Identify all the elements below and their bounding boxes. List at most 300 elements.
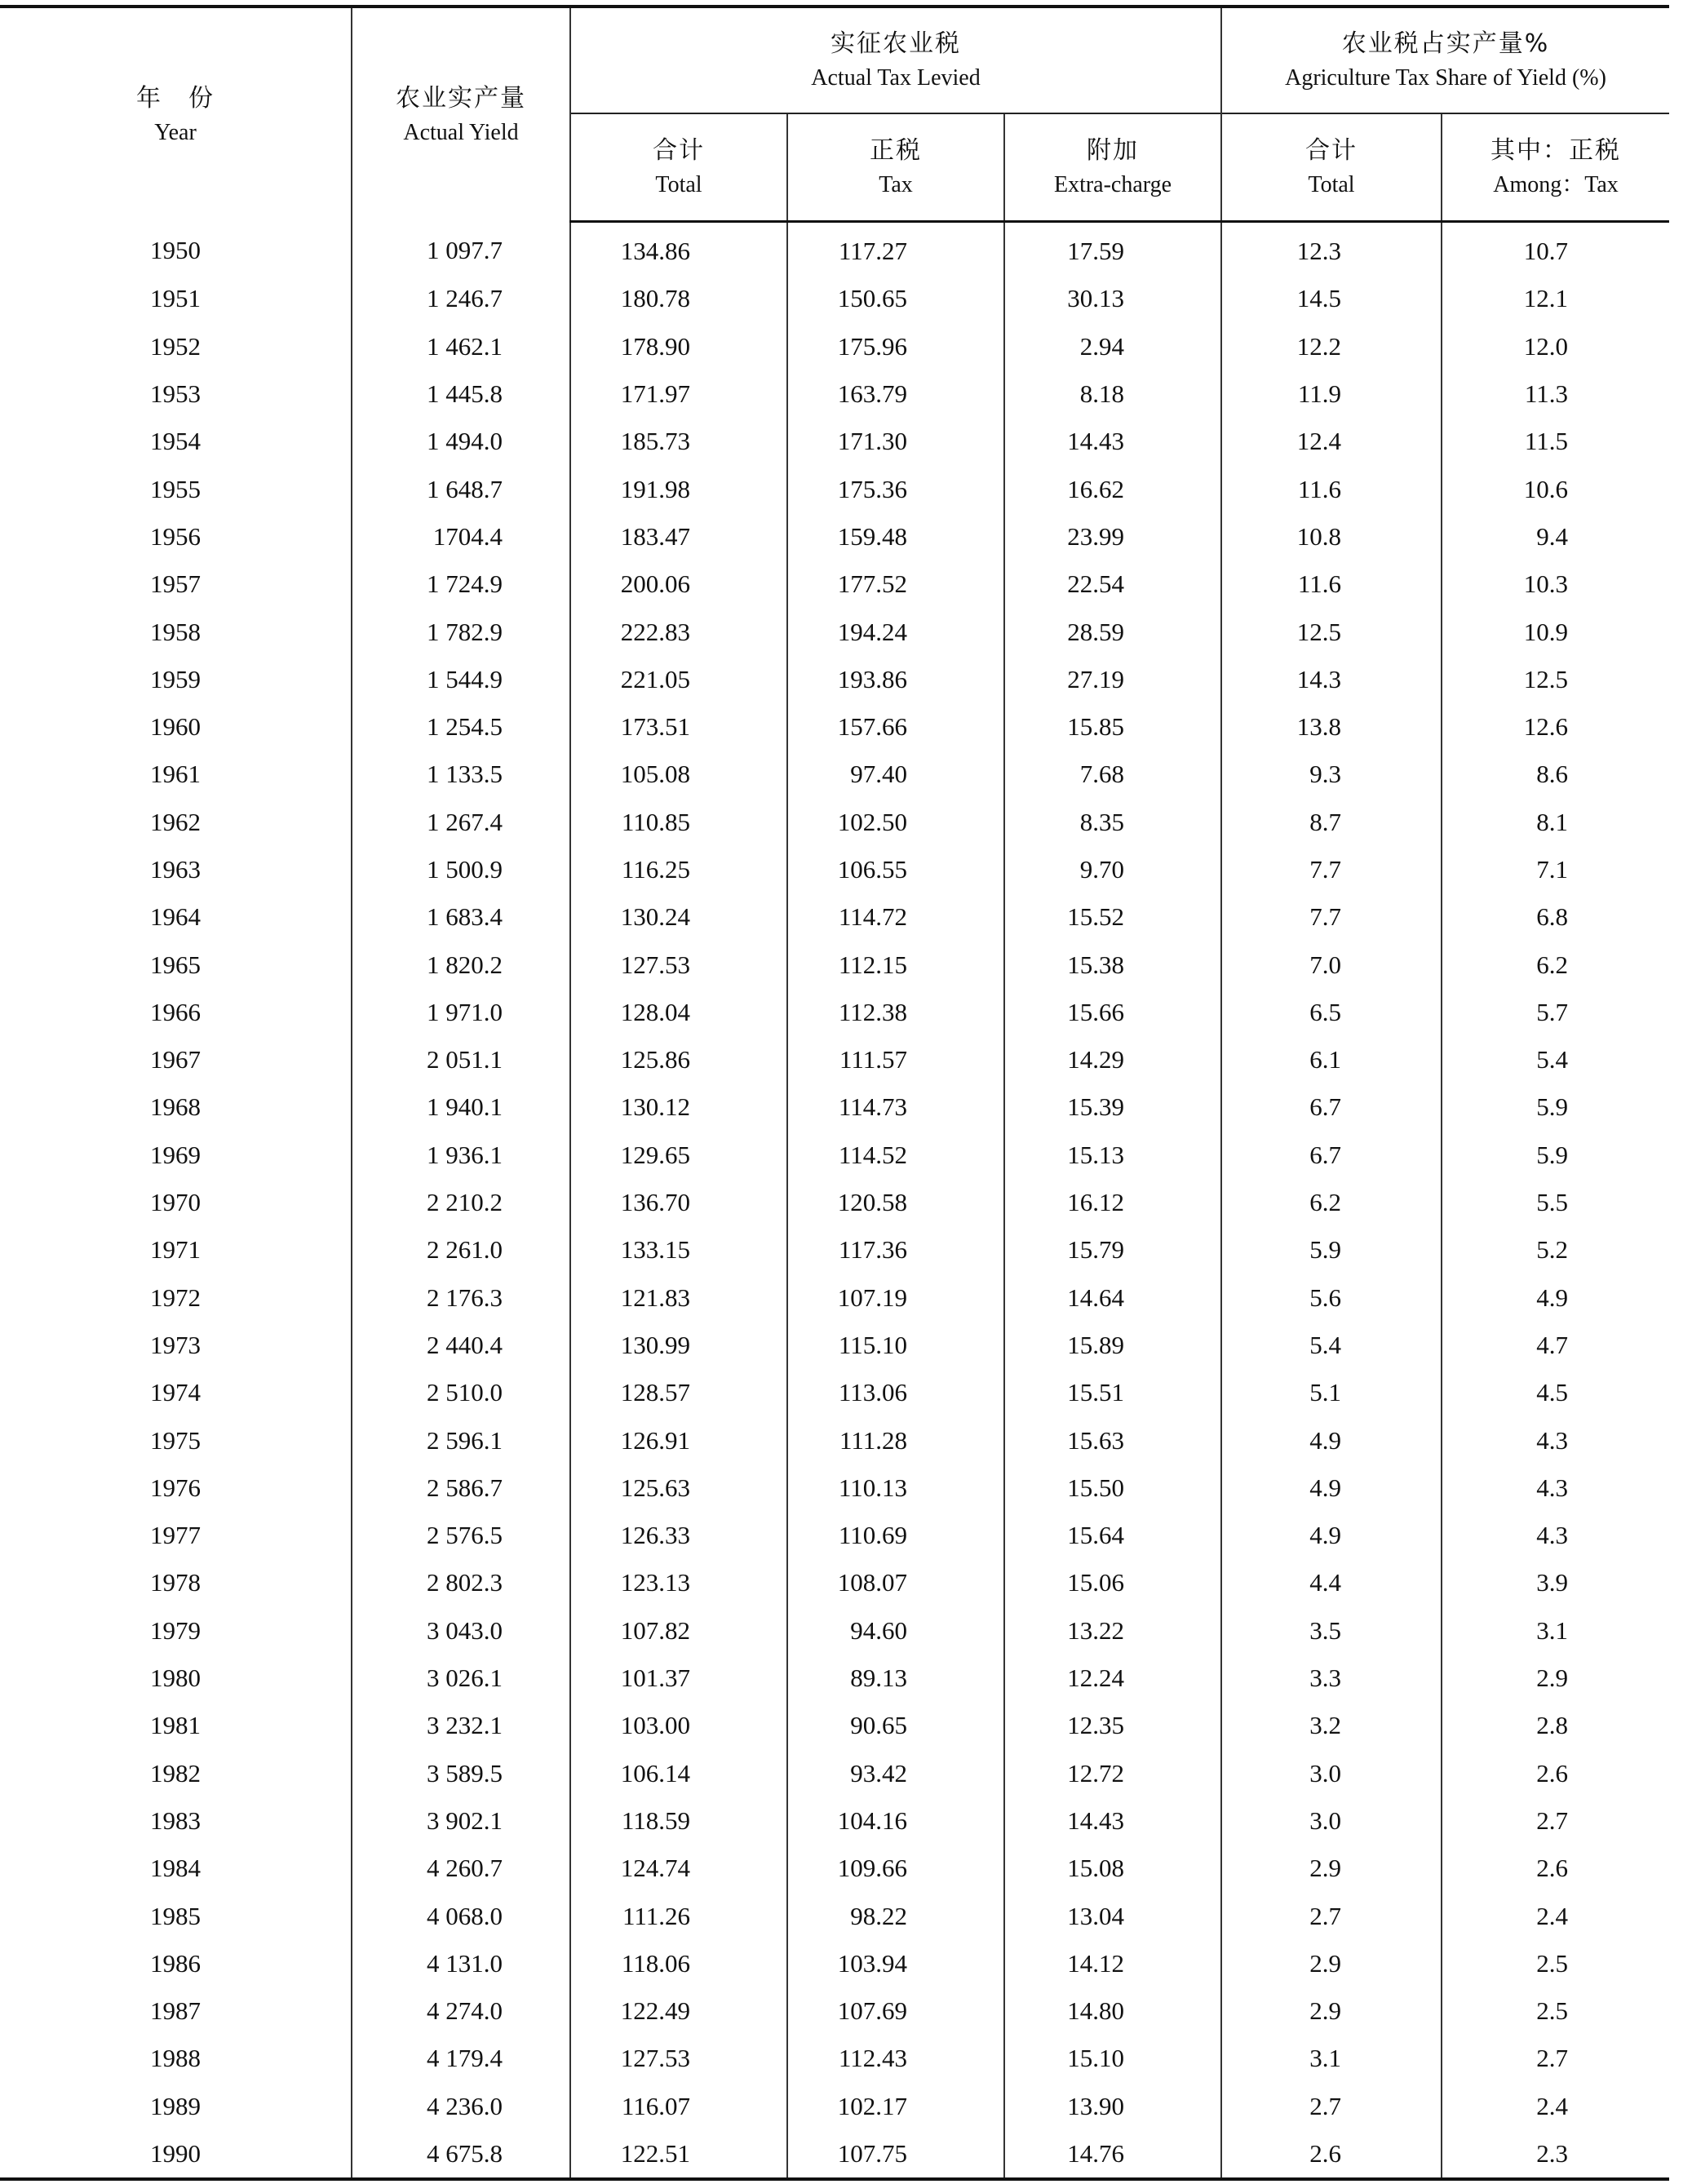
- actual-yield-cell: 1 724.9: [352, 560, 570, 608]
- share-total-cell: 6.7: [1221, 1132, 1442, 1179]
- table-row: [0, 2130, 1669, 2179]
- table-body: [0, 222, 1669, 2180]
- share-total-cell: 4.9: [1221, 1416, 1442, 1464]
- extra-charge-cell: 15.64: [1004, 1512, 1221, 1559]
- tax-total-cell: 116.07: [570, 2083, 787, 2130]
- year-cell: 1981: [150, 1711, 201, 1740]
- table-row: [0, 2035, 1669, 2082]
- tax-cell: 111.57: [787, 1036, 1004, 1083]
- actual-yield-cell: 4 675.8: [352, 2130, 570, 2179]
- header-share-among-zh: 其中：正税: [1490, 136, 1622, 165]
- tax-cell: 111.28: [787, 1416, 1004, 1464]
- share-total-cell: 2.7: [1221, 1892, 1442, 1939]
- tax-total-cell: 180.78: [570, 275, 787, 322]
- agriculture-tax-table: [0, 5, 1669, 2181]
- share-total-cell: 5.1: [1221, 1369, 1442, 1416]
- share-total-cell: 11.6: [1221, 560, 1442, 608]
- header-tax-levied-en: Actual Tax Levied: [811, 65, 981, 91]
- table-row: [0, 1892, 1669, 1939]
- extra-charge-cell: 15.63: [1004, 1416, 1221, 1464]
- share-tax-cell: 12.6: [1442, 703, 1669, 751]
- share-total-cell: 6.5: [1221, 989, 1442, 1036]
- tax-total-cell: 134.86: [570, 222, 787, 276]
- extra-charge-cell: 23.99: [1004, 513, 1221, 560]
- actual-yield-cell: 2 586.7: [352, 1464, 570, 1512]
- table-row: [0, 1322, 1669, 1369]
- header-share-total-zh: 合计: [1305, 136, 1358, 165]
- table-row: [0, 1416, 1669, 1464]
- tax-total-cell: 118.06: [570, 1940, 787, 1987]
- header-share-among-tax: [1442, 113, 1669, 222]
- share-tax-cell: 2.4: [1442, 1892, 1669, 1939]
- tax-cell: 113.06: [787, 1369, 1004, 1416]
- actual-yield-cell: 3 589.5: [352, 1750, 570, 1797]
- tax-cell: 110.69: [787, 1512, 1004, 1559]
- actual-yield-cell: 3 026.1: [352, 1655, 570, 1702]
- tax-cell: 150.65: [787, 275, 1004, 322]
- extra-charge-cell: 15.06: [1004, 1559, 1221, 1606]
- year-cell: 1975: [150, 1425, 201, 1455]
- year-cell: 1954: [150, 427, 201, 456]
- share-total-cell: 4.9: [1221, 1512, 1442, 1559]
- header-share-total-en: Total: [1308, 172, 1355, 197]
- extra-charge-cell: 14.43: [1004, 1797, 1221, 1845]
- extra-charge-cell: 15.38: [1004, 941, 1221, 988]
- tax-total-cell: 136.70: [570, 1179, 787, 1226]
- share-total-cell: 7.7: [1221, 893, 1442, 941]
- table-row: [0, 1369, 1669, 1416]
- actual-yield-cell: 1 133.5: [352, 751, 570, 798]
- tax-total-cell: 129.65: [570, 1132, 787, 1179]
- share-total-cell: 12.4: [1221, 418, 1442, 465]
- actual-yield-cell: 1 683.4: [352, 893, 570, 941]
- share-total-cell: 9.3: [1221, 751, 1442, 798]
- extra-charge-cell: 14.43: [1004, 418, 1221, 465]
- share-tax-cell: 3.9: [1442, 1559, 1669, 1606]
- tax-total-cell: 122.49: [570, 1987, 787, 2035]
- header-tax-share-en: Agriculture Tax Share of Yield (%): [1285, 65, 1606, 91]
- tax-total-cell: 221.05: [570, 656, 787, 703]
- year-cell: 1956: [150, 521, 201, 551]
- extra-charge-cell: 15.13: [1004, 1132, 1221, 1179]
- year-cell: 1953: [150, 379, 201, 409]
- header-total: [570, 113, 787, 222]
- share-tax-cell: 10.6: [1442, 465, 1669, 512]
- share-tax-cell: 10.3: [1442, 560, 1669, 608]
- table-row: [0, 222, 1669, 276]
- header-tax: [787, 113, 1004, 222]
- tax-cell: 110.13: [787, 1464, 1004, 1512]
- table-row: [0, 513, 1669, 560]
- header-extra-charge-en: Extra-charge: [1053, 172, 1172, 197]
- actual-yield-cell: 2 051.1: [352, 1036, 570, 1083]
- actual-yield-cell: 1 940.1: [352, 1083, 570, 1131]
- share-total-cell: 3.1: [1221, 2035, 1442, 2082]
- header-tax-zh: 正税: [870, 136, 922, 165]
- tax-total-cell: 110.85: [570, 799, 787, 846]
- extra-charge-cell: 15.10: [1004, 2035, 1221, 2082]
- table-row: [0, 1940, 1669, 1987]
- tax-cell: 171.30: [787, 418, 1004, 465]
- tax-total-cell: 127.53: [570, 941, 787, 988]
- extra-charge-cell: 2.94: [1004, 323, 1221, 370]
- share-total-cell: 7.0: [1221, 941, 1442, 988]
- share-total-cell: 2.9: [1221, 1987, 1442, 2035]
- tax-total-cell: 127.53: [570, 2035, 787, 2082]
- actual-yield-cell: 1 494.0: [352, 418, 570, 465]
- share-total-cell: 8.7: [1221, 799, 1442, 846]
- share-tax-cell: 11.3: [1442, 370, 1669, 418]
- share-tax-cell: 4.3: [1442, 1416, 1669, 1464]
- tax-total-cell: 116.25: [570, 846, 787, 893]
- extra-charge-cell: 15.08: [1004, 1845, 1221, 1892]
- actual-yield-cell: 1 936.1: [352, 1132, 570, 1179]
- tax-cell: 98.22: [787, 1892, 1004, 1939]
- year-cell: 1950: [150, 236, 201, 265]
- extra-charge-cell: 13.04: [1004, 1892, 1221, 1939]
- tax-cell: 117.27: [787, 222, 1004, 276]
- tax-cell: 117.36: [787, 1226, 1004, 1274]
- share-total-cell: 3.2: [1221, 1702, 1442, 1749]
- share-tax-cell: 12.1: [1442, 275, 1669, 322]
- share-tax-cell: 2.6: [1442, 1845, 1669, 1892]
- table-row: [0, 656, 1669, 703]
- tax-total-cell: 183.47: [570, 513, 787, 560]
- table-row: [0, 1702, 1669, 1749]
- actual-yield-cell: 2 261.0: [352, 1226, 570, 1274]
- share-tax-cell: 6.2: [1442, 941, 1669, 988]
- actual-yield-cell: 1 462.1: [352, 323, 570, 370]
- extra-charge-cell: 15.85: [1004, 703, 1221, 751]
- year-cell: 1969: [150, 1140, 201, 1169]
- share-tax-cell: 2.8: [1442, 1702, 1669, 1749]
- year-cell: 1989: [150, 2091, 201, 2120]
- extra-charge-cell: 8.35: [1004, 799, 1221, 846]
- table-row: [0, 941, 1669, 988]
- actual-yield-cell: 2 510.0: [352, 1369, 570, 1416]
- extra-charge-cell: 14.64: [1004, 1274, 1221, 1322]
- header-year-zh: 年 份: [136, 83, 215, 113]
- tax-cell: 97.40: [787, 751, 1004, 798]
- share-total-cell: 5.4: [1221, 1322, 1442, 1369]
- table-row: [0, 1750, 1669, 1797]
- share-tax-cell: 10.7: [1442, 222, 1669, 276]
- year-cell: 1979: [150, 1615, 201, 1645]
- actual-yield-cell: 1 097.7: [352, 222, 570, 276]
- tax-total-cell: 122.51: [570, 2130, 787, 2179]
- header-extra-charge-zh: 附加: [1087, 136, 1139, 165]
- share-tax-cell: 4.3: [1442, 1464, 1669, 1512]
- tax-total-cell: 200.06: [570, 560, 787, 608]
- extra-charge-cell: 13.90: [1004, 2083, 1221, 2130]
- actual-yield-cell: 1 445.8: [352, 370, 570, 418]
- tax-cell: 107.75: [787, 2130, 1004, 2179]
- tax-total-cell: 126.33: [570, 1512, 787, 1559]
- tax-total-cell: 101.37: [570, 1655, 787, 1702]
- share-tax-cell: 12.0: [1442, 323, 1669, 370]
- share-tax-cell: 2.3: [1442, 2130, 1669, 2179]
- share-tax-cell: 4.9: [1442, 1274, 1669, 1322]
- tax-total-cell: 125.86: [570, 1036, 787, 1083]
- share-tax-cell: 7.1: [1442, 846, 1669, 893]
- year-cell: 1985: [150, 1901, 201, 1930]
- extra-charge-cell: 14.29: [1004, 1036, 1221, 1083]
- table-row: [0, 370, 1669, 418]
- share-total-cell: 12.2: [1221, 323, 1442, 370]
- tax-total-cell: 130.24: [570, 893, 787, 941]
- tax-cell: 94.60: [787, 1607, 1004, 1655]
- year-cell: 1983: [150, 1805, 201, 1835]
- table-row: [0, 1083, 1669, 1131]
- actual-yield-cell: 3 902.1: [352, 1797, 570, 1845]
- extra-charge-cell: 15.79: [1004, 1226, 1221, 1274]
- tax-total-cell: 133.15: [570, 1226, 787, 1274]
- header-total-zh: 合计: [653, 136, 705, 165]
- share-total-cell: 3.3: [1221, 1655, 1442, 1702]
- share-tax-cell: 6.8: [1442, 893, 1669, 941]
- extra-charge-cell: 15.50: [1004, 1464, 1221, 1512]
- year-cell: 1955: [150, 474, 201, 503]
- year-cell: 1973: [150, 1330, 201, 1359]
- table-row: [0, 1464, 1669, 1512]
- year-cell: 1971: [150, 1235, 201, 1265]
- actual-yield-cell: 4 179.4: [352, 2035, 570, 2082]
- share-total-cell: 3.0: [1221, 1797, 1442, 1845]
- extra-charge-cell: 12.24: [1004, 1655, 1221, 1702]
- extra-charge-cell: 28.59: [1004, 608, 1221, 655]
- extra-charge-cell: 30.13: [1004, 275, 1221, 322]
- share-tax-cell: 5.5: [1442, 1179, 1669, 1226]
- actual-yield-cell: 4 260.7: [352, 1845, 570, 1892]
- year-cell: 1963: [150, 855, 201, 884]
- actual-yield-cell: 1 544.9: [352, 656, 570, 703]
- header-extra-charge: [1004, 113, 1221, 222]
- header-tax-share: [1221, 7, 1669, 113]
- tax-cell: 193.86: [787, 656, 1004, 703]
- year-cell: 1957: [150, 569, 201, 599]
- tax-total-cell: 130.99: [570, 1322, 787, 1369]
- year-cell: 1962: [150, 807, 201, 836]
- year-cell: 1959: [150, 664, 201, 693]
- actual-yield-cell: 4 068.0: [352, 1892, 570, 1939]
- actual-yield-cell: 1 820.2: [352, 941, 570, 988]
- tax-cell: 103.94: [787, 1940, 1004, 1987]
- year-cell: 1958: [150, 617, 201, 646]
- extra-charge-cell: 8.18: [1004, 370, 1221, 418]
- tax-cell: 194.24: [787, 608, 1004, 655]
- share-total-cell: 4.9: [1221, 1464, 1442, 1512]
- tax-cell: 107.69: [787, 1987, 1004, 2035]
- actual-yield-cell: 2 176.3: [352, 1274, 570, 1322]
- tax-cell: 89.13: [787, 1655, 1004, 1702]
- actual-yield-cell: 3 232.1: [352, 1702, 570, 1749]
- tax-cell: 115.10: [787, 1322, 1004, 1369]
- year-cell: 1952: [150, 331, 201, 361]
- tax-cell: 114.73: [787, 1083, 1004, 1131]
- share-total-cell: 12.5: [1221, 608, 1442, 655]
- tax-cell: 175.96: [787, 323, 1004, 370]
- table-row: [0, 1274, 1669, 1322]
- header-tax-levied-zh: 实征农业税: [830, 29, 961, 58]
- tax-total-cell: 124.74: [570, 1845, 787, 1892]
- tax-cell: 112.15: [787, 941, 1004, 988]
- table-row: [0, 2083, 1669, 2130]
- share-total-cell: 5.9: [1221, 1226, 1442, 1274]
- share-tax-cell: 10.9: [1442, 608, 1669, 655]
- year-cell: 1951: [150, 284, 201, 313]
- share-total-cell: 2.9: [1221, 1845, 1442, 1892]
- share-tax-cell: 4.7: [1442, 1322, 1669, 1369]
- tax-cell: 163.79: [787, 370, 1004, 418]
- table-row: [0, 1226, 1669, 1274]
- table-row: [0, 1655, 1669, 1702]
- table-row: [0, 465, 1669, 512]
- actual-yield-cell: 1 648.7: [352, 465, 570, 512]
- year-cell: 1988: [150, 2044, 201, 2073]
- actual-yield-cell: 4 131.0: [352, 1940, 570, 1987]
- year-cell: 1966: [150, 997, 201, 1026]
- share-tax-cell: 2.4: [1442, 2083, 1669, 2130]
- extra-charge-cell: 15.89: [1004, 1322, 1221, 1369]
- tax-total-cell: 185.73: [570, 418, 787, 465]
- year-cell: 1984: [150, 1854, 201, 1883]
- year-cell: 1967: [150, 1045, 201, 1074]
- share-total-cell: 14.5: [1221, 275, 1442, 322]
- table-row: [0, 989, 1669, 1036]
- tax-total-cell: 105.08: [570, 751, 787, 798]
- actual-yield-cell: 1 971.0: [352, 989, 570, 1036]
- share-tax-cell: 5.9: [1442, 1083, 1669, 1131]
- header-actual-yield: [352, 7, 570, 222]
- extra-charge-cell: 14.80: [1004, 1987, 1221, 2035]
- tax-total-cell: 191.98: [570, 465, 787, 512]
- share-tax-cell: 2.5: [1442, 1940, 1669, 1987]
- tax-total-cell: 111.26: [570, 1892, 787, 1939]
- table-row: [0, 1987, 1669, 2035]
- share-total-cell: 10.8: [1221, 513, 1442, 560]
- share-total-cell: 6.1: [1221, 1036, 1442, 1083]
- share-tax-cell: 5.4: [1442, 1036, 1669, 1083]
- extra-charge-cell: 14.12: [1004, 1940, 1221, 1987]
- year-cell: 1978: [150, 1568, 201, 1597]
- header-share-total: [1221, 113, 1442, 222]
- year-cell: 1986: [150, 1948, 201, 1978]
- header-year: [0, 7, 352, 222]
- year-cell: 1976: [150, 1473, 201, 1502]
- table-row: [0, 560, 1669, 608]
- actual-yield-cell: 2 440.4: [352, 1322, 570, 1369]
- tax-total-cell: 128.57: [570, 1369, 787, 1416]
- share-total-cell: 14.3: [1221, 656, 1442, 703]
- year-cell: 1972: [150, 1282, 201, 1312]
- share-tax-cell: 9.4: [1442, 513, 1669, 560]
- table-row: [0, 1512, 1669, 1559]
- tax-cell: 114.72: [787, 893, 1004, 941]
- tax-cell: 159.48: [787, 513, 1004, 560]
- table-row: [0, 608, 1669, 655]
- tax-cell: 90.65: [787, 1702, 1004, 1749]
- tax-total-cell: 178.90: [570, 323, 787, 370]
- share-tax-cell: 8.1: [1442, 799, 1669, 846]
- share-total-cell: 6.2: [1221, 1179, 1442, 1226]
- share-total-cell: 11.6: [1221, 465, 1442, 512]
- share-tax-cell: 12.5: [1442, 656, 1669, 703]
- table-row: [0, 323, 1669, 370]
- tax-total-cell: 121.83: [570, 1274, 787, 1322]
- share-tax-cell: 3.1: [1442, 1607, 1669, 1655]
- share-total-cell: 3.5: [1221, 1607, 1442, 1655]
- share-total-cell: 4.4: [1221, 1559, 1442, 1606]
- table-header: [0, 7, 1669, 222]
- year-cell: 1990: [0, 2130, 352, 2179]
- extra-charge-cell: 12.72: [1004, 1750, 1221, 1797]
- extra-charge-cell: 12.35: [1004, 1702, 1221, 1749]
- actual-yield-cell: 1 500.9: [352, 846, 570, 893]
- header-tax-share-zh: 农业税占实产量%: [1341, 29, 1550, 58]
- table-row: [0, 1845, 1669, 1892]
- share-total-cell: 6.7: [1221, 1083, 1442, 1131]
- year-cell: 1982: [150, 1758, 201, 1788]
- actual-yield-cell: 2 576.5: [352, 1512, 570, 1559]
- share-tax-cell: 2.7: [1442, 1797, 1669, 1845]
- share-tax-cell: 5.2: [1442, 1226, 1669, 1274]
- tax-cell: 114.52: [787, 1132, 1004, 1179]
- share-total-cell: 12.3: [1221, 222, 1442, 276]
- table-row: [0, 1797, 1669, 1845]
- actual-yield-cell: 2 596.1: [352, 1416, 570, 1464]
- tax-cell: 109.66: [787, 1845, 1004, 1892]
- extra-charge-cell: 9.70: [1004, 846, 1221, 893]
- year-cell: 1961: [150, 760, 201, 789]
- year-cell: 1987: [150, 1996, 201, 2026]
- table-row: [0, 275, 1669, 322]
- share-total-cell: 2.9: [1221, 1940, 1442, 1987]
- extra-charge-cell: 7.68: [1004, 751, 1221, 798]
- actual-yield-cell: 4 236.0: [352, 2083, 570, 2130]
- table-row: [0, 418, 1669, 465]
- extra-charge-cell: 22.54: [1004, 560, 1221, 608]
- tax-total-cell: 171.97: [570, 370, 787, 418]
- tax-cell: 175.36: [787, 465, 1004, 512]
- tax-total-cell: 107.82: [570, 1607, 787, 1655]
- extra-charge-cell: 15.51: [1004, 1369, 1221, 1416]
- actual-yield-cell: 3 043.0: [352, 1607, 570, 1655]
- header-actual-yield-zh: 农业实产量: [396, 83, 526, 113]
- tax-cell: 157.66: [787, 703, 1004, 751]
- tax-total-cell: 128.04: [570, 989, 787, 1036]
- share-total-cell: 7.7: [1221, 846, 1442, 893]
- header-actual-yield-en: Actual Yield: [403, 119, 519, 145]
- share-tax-cell: 2.6: [1442, 1750, 1669, 1797]
- tax-total-cell: 106.14: [570, 1750, 787, 1797]
- table-row: [0, 846, 1669, 893]
- year-cell: 1968: [150, 1092, 201, 1122]
- actual-yield-cell: 1 267.4: [352, 799, 570, 846]
- tax-total-cell: 118.59: [570, 1797, 787, 1845]
- tax-total-cell: 103.00: [570, 1702, 787, 1749]
- share-total-cell: 11.9: [1221, 370, 1442, 418]
- extra-charge-cell: 15.52: [1004, 893, 1221, 941]
- extra-charge-cell: 15.66: [1004, 989, 1221, 1036]
- year-cell: 1960: [150, 712, 201, 742]
- actual-yield-cell: 1 246.7: [352, 275, 570, 322]
- actual-yield-cell: 2 802.3: [352, 1559, 570, 1606]
- share-tax-cell: 4.3: [1442, 1512, 1669, 1559]
- tax-cell: 177.52: [787, 560, 1004, 608]
- share-tax-cell: 2.9: [1442, 1655, 1669, 1702]
- table-row: [0, 1607, 1669, 1655]
- actual-yield-cell: 4 274.0: [352, 1987, 570, 2035]
